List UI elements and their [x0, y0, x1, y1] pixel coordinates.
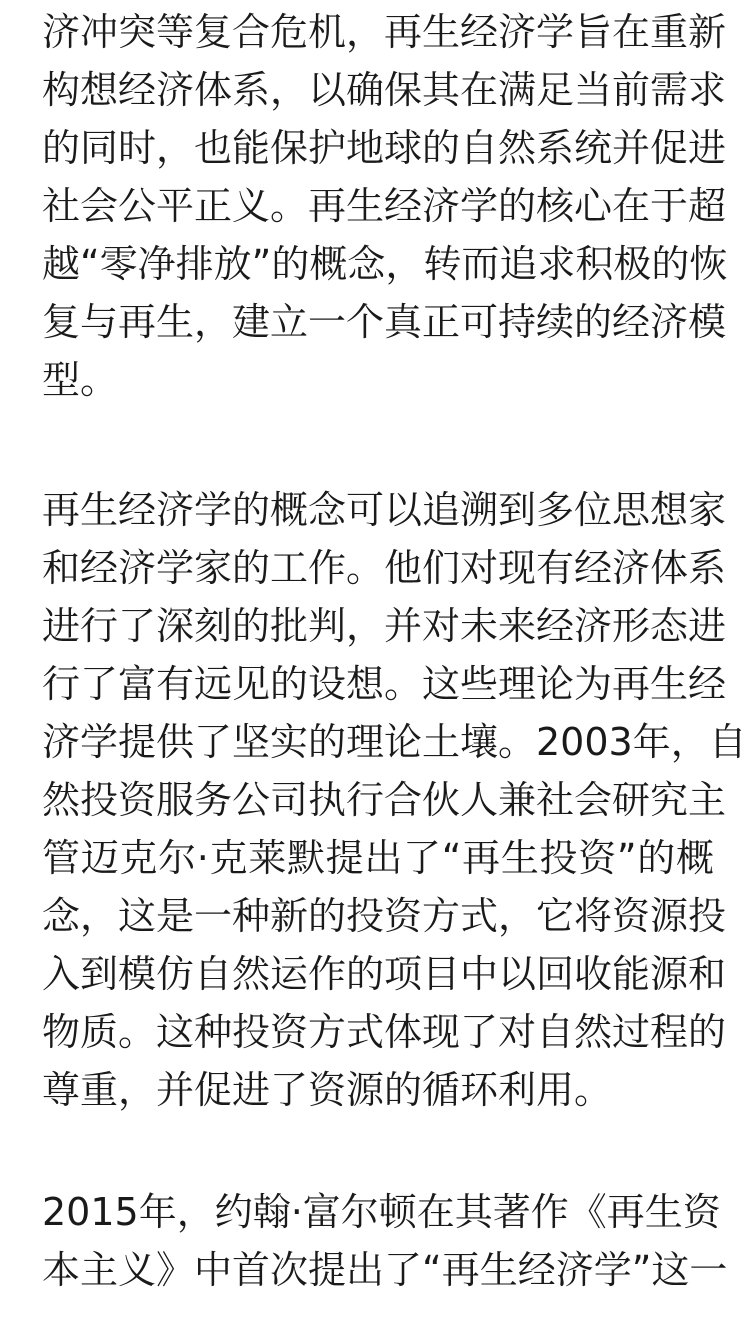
- article-body: [42, 0, 747, 1292]
- text-line: 济学提供了坚实的理论土壤。2003年，自: [42, 720, 747, 764]
- text-line: 尊重，并促进了资源的循环利用。: [42, 1068, 613, 1112]
- text-line: 2015年，约翰·富尔顿在其著作《再生资: [42, 1190, 721, 1234]
- text-line: 然投资服务公司执行合伙人兼社会研究主: [42, 778, 727, 822]
- text-line: 社会公平正义。再生经济学的核心在于超: [42, 184, 727, 228]
- text-line: 念，这是一种新的投资方式，它将资源投: [42, 894, 727, 938]
- text-line: 物质。这种投资方式体现了对自然过程的: [42, 1010, 727, 1054]
- text-line: 济冲突等复合危机，再生经济学旨在重新: [42, 10, 727, 54]
- text-line: 的同时，也能保护地球的自然系统并促进: [42, 126, 727, 170]
- text-line: 和经济学家的工作。他们对现有经济体系: [42, 546, 727, 590]
- paragraph-2: [42, 481, 747, 1119]
- text-line: 复与再生，建立一个真正可持续的经济模: [42, 300, 727, 344]
- text-line: 入到模仿自然运作的项目中以回收能源和: [42, 952, 727, 996]
- text-line: 越“零净排放”的概念，转而追求积极的恢: [42, 242, 728, 286]
- text-line: 本主义》中首次提出了“再生经济学”这一: [42, 1248, 728, 1292]
- text-line: 构想经济体系，以确保其在满足当前需求: [42, 68, 727, 112]
- paragraph-1: [42, 3, 728, 409]
- paragraph-3: [42, 1183, 728, 1299]
- text-line: 型。: [42, 358, 119, 402]
- text-line: 进行了深刻的批判，并对未来经济形态进: [42, 604, 727, 648]
- text-line: 行了富有远见的设想。这些理论为再生经: [42, 662, 727, 706]
- text-line: 再生经济学的概念可以追溯到多位思想家: [42, 488, 727, 532]
- text-line: 管迈克尔·克莱默提出了“再生投资”的概: [42, 836, 714, 880]
